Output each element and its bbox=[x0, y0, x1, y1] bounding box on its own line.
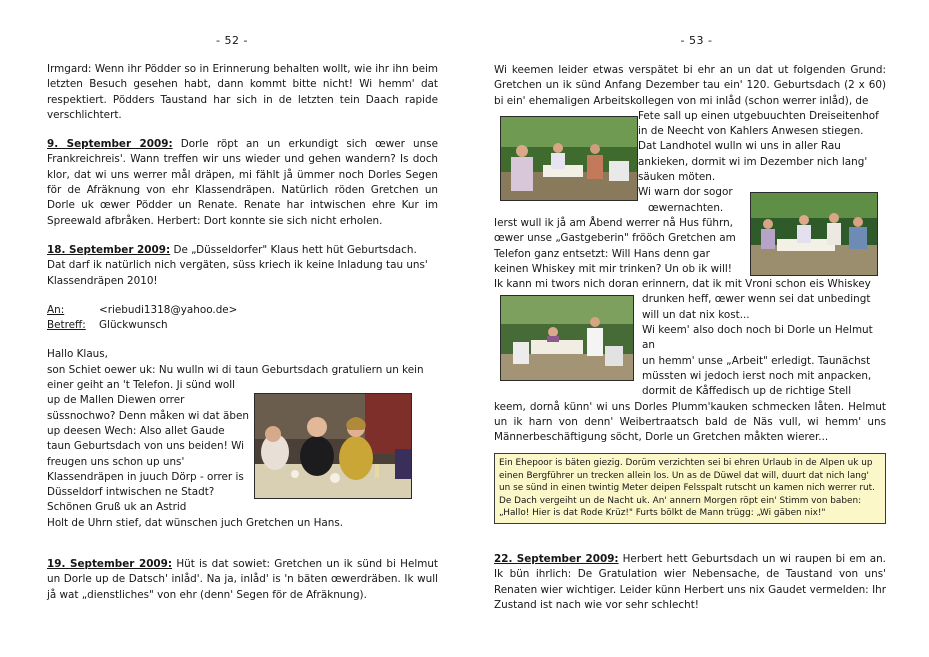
text-line: Fete sall up einen utgebuuchten Dreiseitenhof bbox=[638, 109, 879, 122]
text-line: keinen Whiskey mit mir trinken? Un ob ik will! bbox=[494, 262, 732, 275]
email-line: Schönen Gruß uk an Astrid bbox=[47, 501, 187, 514]
wrapped-text-block bbox=[494, 216, 746, 277]
text-line: säuken möten. bbox=[638, 171, 716, 184]
text-line: un hemm' unse „Arbeit" erledigt. Taunächst bbox=[642, 354, 871, 367]
page-number: - 52 - bbox=[216, 34, 248, 47]
email-subject-value: Glückwunsch bbox=[99, 319, 168, 332]
entry-sep18 bbox=[47, 243, 438, 289]
email-closing: Holt de Uhrn stief, dat wünschen juch Gretchen un Hans. bbox=[47, 516, 344, 529]
entry-sep19 bbox=[47, 557, 438, 603]
entry-text: Dorle röpt an un erkundigt sich œwer unse Frankreichreis'. Wann treffen wir uns wieder und gehen wandern? Is doch klor, dat wi uns werrer mål dräpen, mi fählt jå ümmer noch Dorles Segen för de Afräknung von ehr Klassendräpen. Natürlich röden Gretchen un Dorle uk œwer Pödder un Renate. Renate har intwischen ehre Kur im Spreewald afbråken. Herbert: Dort konnte sie sich nicht erholen. bbox=[47, 138, 438, 227]
entry-date: 18. September 2009: bbox=[47, 243, 171, 256]
text-line: in de Neecht von Kahlers Anwesen stiegen. bbox=[638, 125, 864, 138]
entry-text: Hüt is dat sowiet: Gretchen un ik sünd bi Helmut un Dorle up de Datsch' inlåd'. Na ja, inlåd' is 'n bäten œwerdräben. Ik wull jå wat „dienstliches" von ehr (denn' Segen för de Afräknung). bbox=[47, 558, 438, 601]
email-greeting: Hallo Klaus, bbox=[47, 348, 108, 361]
entry-date: 22. September 2009: bbox=[494, 552, 619, 565]
text-line: Wi keem' also doch noch bi Dorle un Helmut an bbox=[642, 324, 873, 352]
entry-text: De „Düsseldorfer" Klaus hett hüt Geburtsdach. Dat darf ik natürlich nich vergäten, süss kriech ik keine Inladung tau uns' Klassendräpen 2010! bbox=[47, 243, 428, 287]
photo-garden-chairs bbox=[500, 295, 634, 381]
email-to-value: <riebudi1318@yahoo.de> bbox=[99, 303, 238, 316]
email-subject-label: Betreff: bbox=[47, 319, 86, 332]
entry-date: 9. September 2009: bbox=[47, 138, 173, 151]
email-line: up deesen Wech: Also allet Gaude bbox=[47, 424, 225, 437]
text-line: müssten wi jedoch ierst noch mit anpacken, bbox=[642, 369, 872, 382]
intro-paragraph: Irmgard: Wenn ihr Pödder so in Erinnerung behalten wollt, wie ihr ihn beim letzten Besuch gesehen habt, dann kommt bitte nicht! Wi hemm' dat respektiert. Pödders Taustand har sich in de letzten tein Daach rapide verschlichtert. bbox=[47, 63, 438, 121]
email-line: freugen uns schon up uns' bbox=[47, 455, 185, 468]
email-line: taun Geburtsdach von uns beiden! Wi bbox=[47, 440, 244, 453]
email-to-label: An: bbox=[47, 303, 65, 316]
email-line: Düsseldorf intwischen ne Stadt? bbox=[47, 486, 215, 499]
left-page bbox=[0, 0, 464, 657]
text-line: Ik kann mi twors nich doran erinnern, dat ik mit Vroni schon eis Whiskey bbox=[494, 278, 871, 291]
text-line: Ierst wull ik jå am Åbend werrer nå Hus führn, bbox=[494, 216, 733, 229]
photo-dinner-party bbox=[254, 393, 412, 499]
text-line: dormit de Kåffedisch up de richtige Stell bbox=[642, 385, 852, 398]
email-line: up de Mallen Diewen orrer bbox=[47, 394, 185, 407]
paragraph-plum-cake: keem, dornå künn' wi uns Dorles Plumm'kauken schmecken låten. Helmut un ik harn von denn' Weibertraatsch bald de Näs vull, wi hemm' uns Männerbeschäftigung söcht, Dorle un Gretchen måkten wierer... bbox=[494, 400, 886, 444]
text-line: Dat Landhotel wulln wi uns in aller Rau bbox=[638, 140, 841, 153]
text-line: œwer unse „Gastgeberin" frööch Gretchen am bbox=[494, 232, 736, 245]
email-line: einer geiht an 't Telefon. Ji sünd woll bbox=[47, 379, 235, 392]
text-line: will un dat nix kost... bbox=[642, 308, 750, 321]
entry-sep9 bbox=[47, 137, 438, 229]
text-line: Telefon ganz entsetzt: Will Hans denn gar bbox=[494, 247, 710, 260]
left-column bbox=[47, 62, 438, 603]
paragraph-arrival: Wi keemen leider etwas verspätet bi ehr an un dat ut folgenden Grund: Gretchen un ik sünd Anfang Dezember tau ein' 120. Geburtsdach (2 x 60) bi ein' ehemaligen Arbeitskollegen von mi inlåd (schon werrer inlåd), de bbox=[494, 64, 886, 107]
text-line: œwernachten. bbox=[648, 201, 724, 214]
joke-box: Ein Ehepoor is bäten giezig. Dorüm verzichten sei bi ehren Urlaub in de Alpen uk up einen Bergführer un trecken allein los. Un as de Düwel dat will, duurt dat nich lang' un se sünd in einen twintig Meter deipen Felsspalt rutscht un kamen nich werrer rut. De Dach vergeiht un de Nacht uk. An' annern Morgen röpt ein' Stimm von baben: „Hallo! Hier is dat Rode Krüz!" Furts bölkt de Mann trügg: „Wi gäben nix!" bbox=[494, 453, 886, 524]
entry-date: 19. September 2009: bbox=[47, 558, 173, 571]
entry-sep22 bbox=[494, 552, 886, 613]
email-line: süssnochwo? Denn måken wi dat äben bbox=[47, 409, 249, 422]
email-line: Klassendräpen in juuch Dörp - orrer is bbox=[47, 470, 244, 483]
photo-terrace-group bbox=[750, 192, 878, 276]
entry-text: Herbert hett Geburtsdach un wi raupen bi em an. Ik bün ihrlich: De Gratulation wier Nebensache, de Taustand von uns' Renaten wier wichtiger. Leider künn Herbert uns nix Gaudet vermelden: Ihr Zustand ist nach wie vor sehr schlecht! bbox=[494, 552, 886, 611]
text-line: drunken heff, œwer wenn sei dat unbedingt bbox=[642, 293, 871, 306]
email-header bbox=[47, 303, 438, 334]
text-line: ankieken, dormit wi im Dezember nich lang' bbox=[638, 155, 868, 168]
page-number: - 53 - bbox=[680, 34, 713, 47]
right-page bbox=[464, 0, 929, 657]
text-line: Wi warn dor sogor bbox=[638, 186, 733, 199]
photo-garden-table bbox=[500, 116, 638, 201]
email-line: son Schiet oewer uk: Nu wulln wi di taun Geburtsdach gratuliern un kein bbox=[47, 363, 424, 376]
